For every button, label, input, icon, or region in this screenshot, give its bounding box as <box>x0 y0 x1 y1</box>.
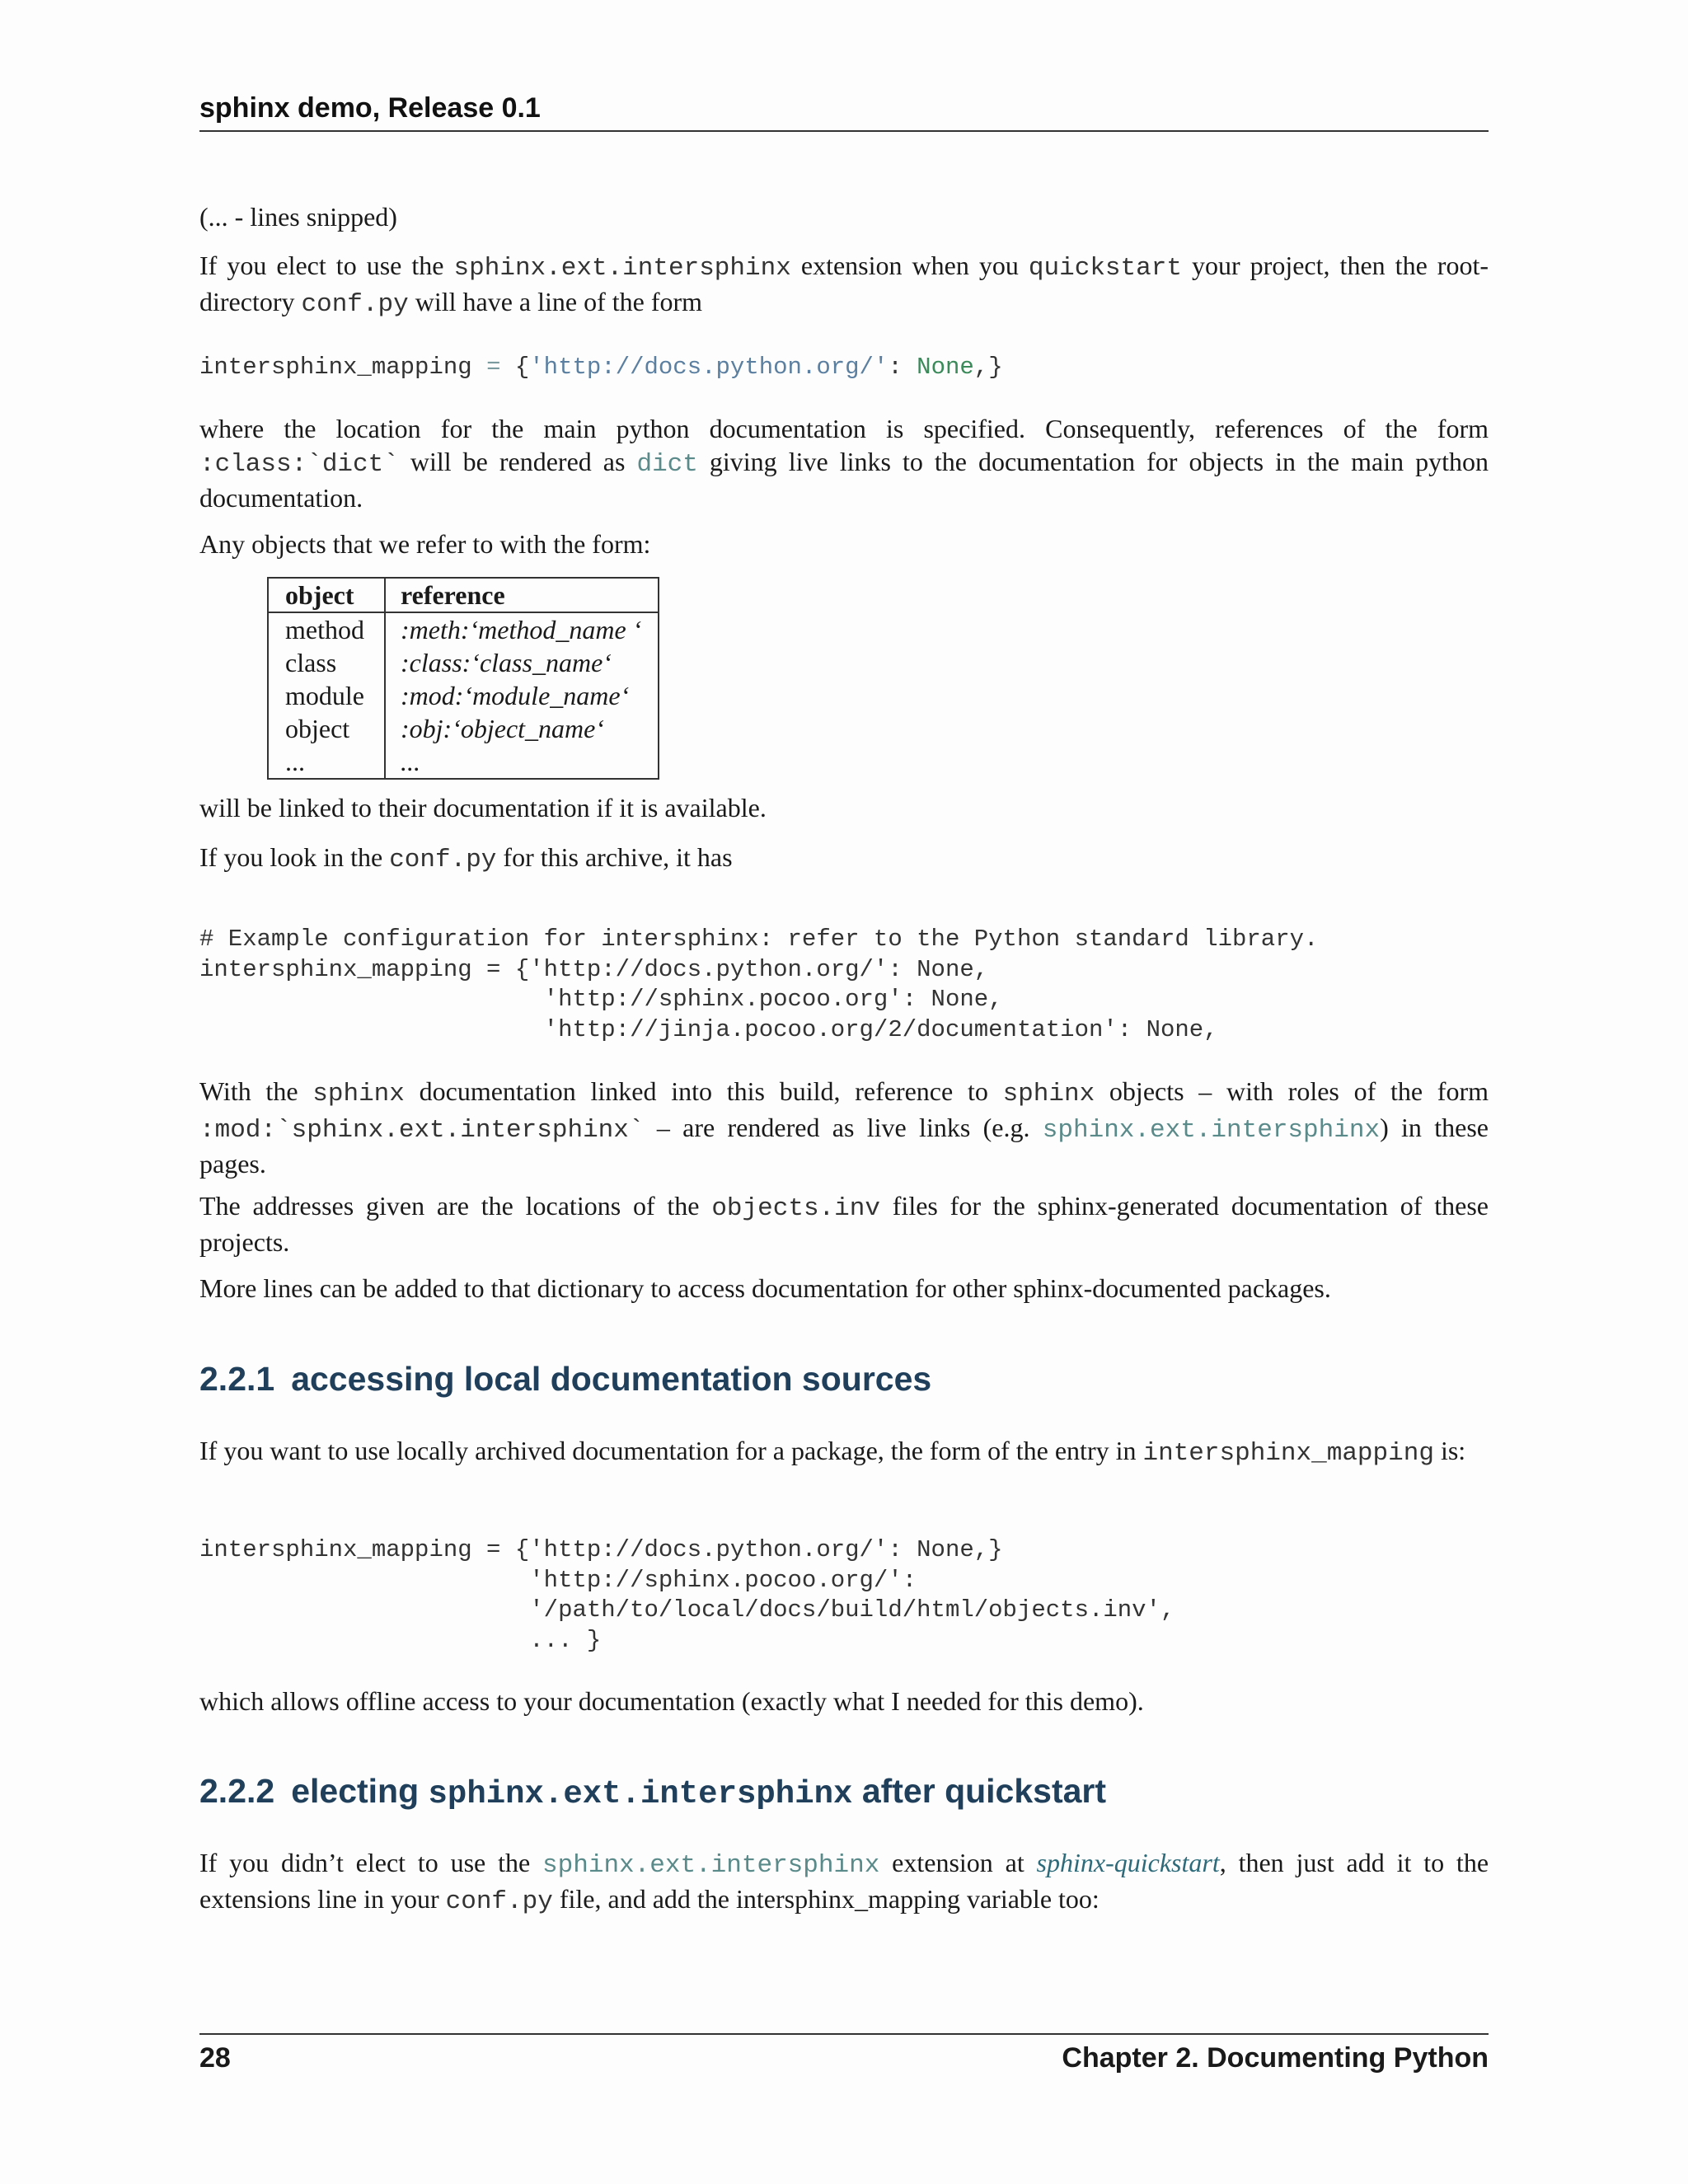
footer-rule <box>199 2033 1489 2035</box>
code-block-example-config: # Example configuration for intersphinx: refer to the Python standard library. intersphinx_mapping = {'http://docs.python.org/': None, 'http://sphinx.pocoo.org': None, 'http://jinja.pocoo.org/2/documentation': None, <box>199 926 1319 1043</box>
paragraph-didnt-elect: If you didn’t elect to use the sphinx.ext.intersphinx extension at sphinx-quickstart, then just add it to the extensions line in your conf.py file, and add the intersphinx_mapping variable too: <box>199 1848 1489 1916</box>
paragraph-look-conf: If you look in the conf.py for this archive, it has <box>199 842 733 874</box>
page-number: 28 <box>199 2042 231 2074</box>
column-header: object <box>268 578 385 612</box>
inline-code: conf.py <box>389 846 497 874</box>
paragraph-offline: which allows offline access to your documentation (exactly what I needed for this demo). <box>199 1686 1144 1716</box>
inline-code: :class:`dict` <box>199 450 399 479</box>
inline-code: quickstart <box>1028 254 1182 283</box>
table-header-row <box>268 578 659 612</box>
section-heading-electing: 2.2.2 electing sphinx.ext.intersphinx after quickstart <box>199 1772 1107 1812</box>
paragraph-with-sphinx: With the sphinx documentation linked into this build, reference to sphinx objects – with roles of the form :mod:`sphinx.ext.intersphinx` – are rendered as live links (e.g. sphinx.ext.intersphinx) in these pages. <box>199 1076 1489 1179</box>
table-row: module :mod:‘module_name‘ <box>268 679 659 712</box>
paragraph-linked: will be linked to their documentation if it is available. <box>199 793 767 823</box>
inline-code: objects.inv <box>711 1194 880 1223</box>
column-header: reference <box>385 578 659 612</box>
inline-code: sphinx.ext.intersphinx <box>453 254 791 283</box>
chapter-title: Chapter 2. Documenting Python <box>1062 2042 1489 2074</box>
intersphinx-link[interactable]: sphinx.ext.intersphinx <box>542 1851 880 1880</box>
header-rule <box>199 130 1489 132</box>
paragraph-snipped: (... - lines snipped) <box>199 202 397 232</box>
dict-link[interactable]: dict <box>636 450 698 479</box>
intersphinx-link[interactable]: sphinx.ext.intersphinx <box>1042 1116 1381 1145</box>
paragraph-more-lines: More lines can be added to that dictionary to access documentation for other sphinx-documented packages. <box>199 1273 1331 1303</box>
inline-code: conf.py <box>301 290 409 319</box>
paragraph-addresses: The addresses given are the locations of the objects.inv files for the sphinx-generated documentation of these projects. <box>199 1191 1489 1257</box>
table-row: ... ... <box>268 745 659 779</box>
table-row: object :obj:‘object_name‘ <box>268 712 659 745</box>
table-row: class :class:‘class_name‘ <box>268 646 659 679</box>
paragraph-local-archive: If you want to use locally archived documentation for a package, the form of the entry in intersphinx_mapping is: <box>199 1436 1466 1468</box>
table-row: method :meth:‘method_name ‘ <box>268 612 659 646</box>
running-header: sphinx demo, Release 0.1 <box>199 92 541 124</box>
quickstart-link[interactable]: sphinx-quickstart <box>1036 1848 1220 1877</box>
inline-code: :mod:`sphinx.ext.intersphinx` <box>199 1116 645 1145</box>
paragraph-where-location: where the location for the main python documentation is specified. Consequently, references of the form :class:`dict` will be rendered as dict giving live links to the documentation for objects in the main python documentation. <box>199 414 1489 513</box>
reference-table <box>267 577 659 780</box>
code-block-mapping: intersphinx_mapping = {'http://docs.python.org/': None,} <box>199 354 1003 381</box>
inline-code: sphinx <box>1002 1080 1095 1108</box>
inline-code: conf.py <box>445 1887 553 1916</box>
inline-code: sphinx <box>312 1080 405 1108</box>
inline-code: intersphinx_mapping <box>1142 1439 1434 1468</box>
paragraph-any-objects: Any objects that we refer to with the form: <box>199 529 651 559</box>
code-block-local-mapping: intersphinx_mapping = {'http://docs.python.org/': None,} 'http://sphinx.pocoo.org/': '/path/to/local/docs/build/html/objects.inv', ... } <box>199 1536 1175 1654</box>
section-heading-local-docs: 2.2.1 accessing local documentation sources <box>199 1360 932 1398</box>
paragraph-elect-intersphinx: If you elect to use the sphinx.ext.intersphinx extension when you quickstart your project, then the root-directory conf.py will have a line of the form <box>199 251 1489 319</box>
